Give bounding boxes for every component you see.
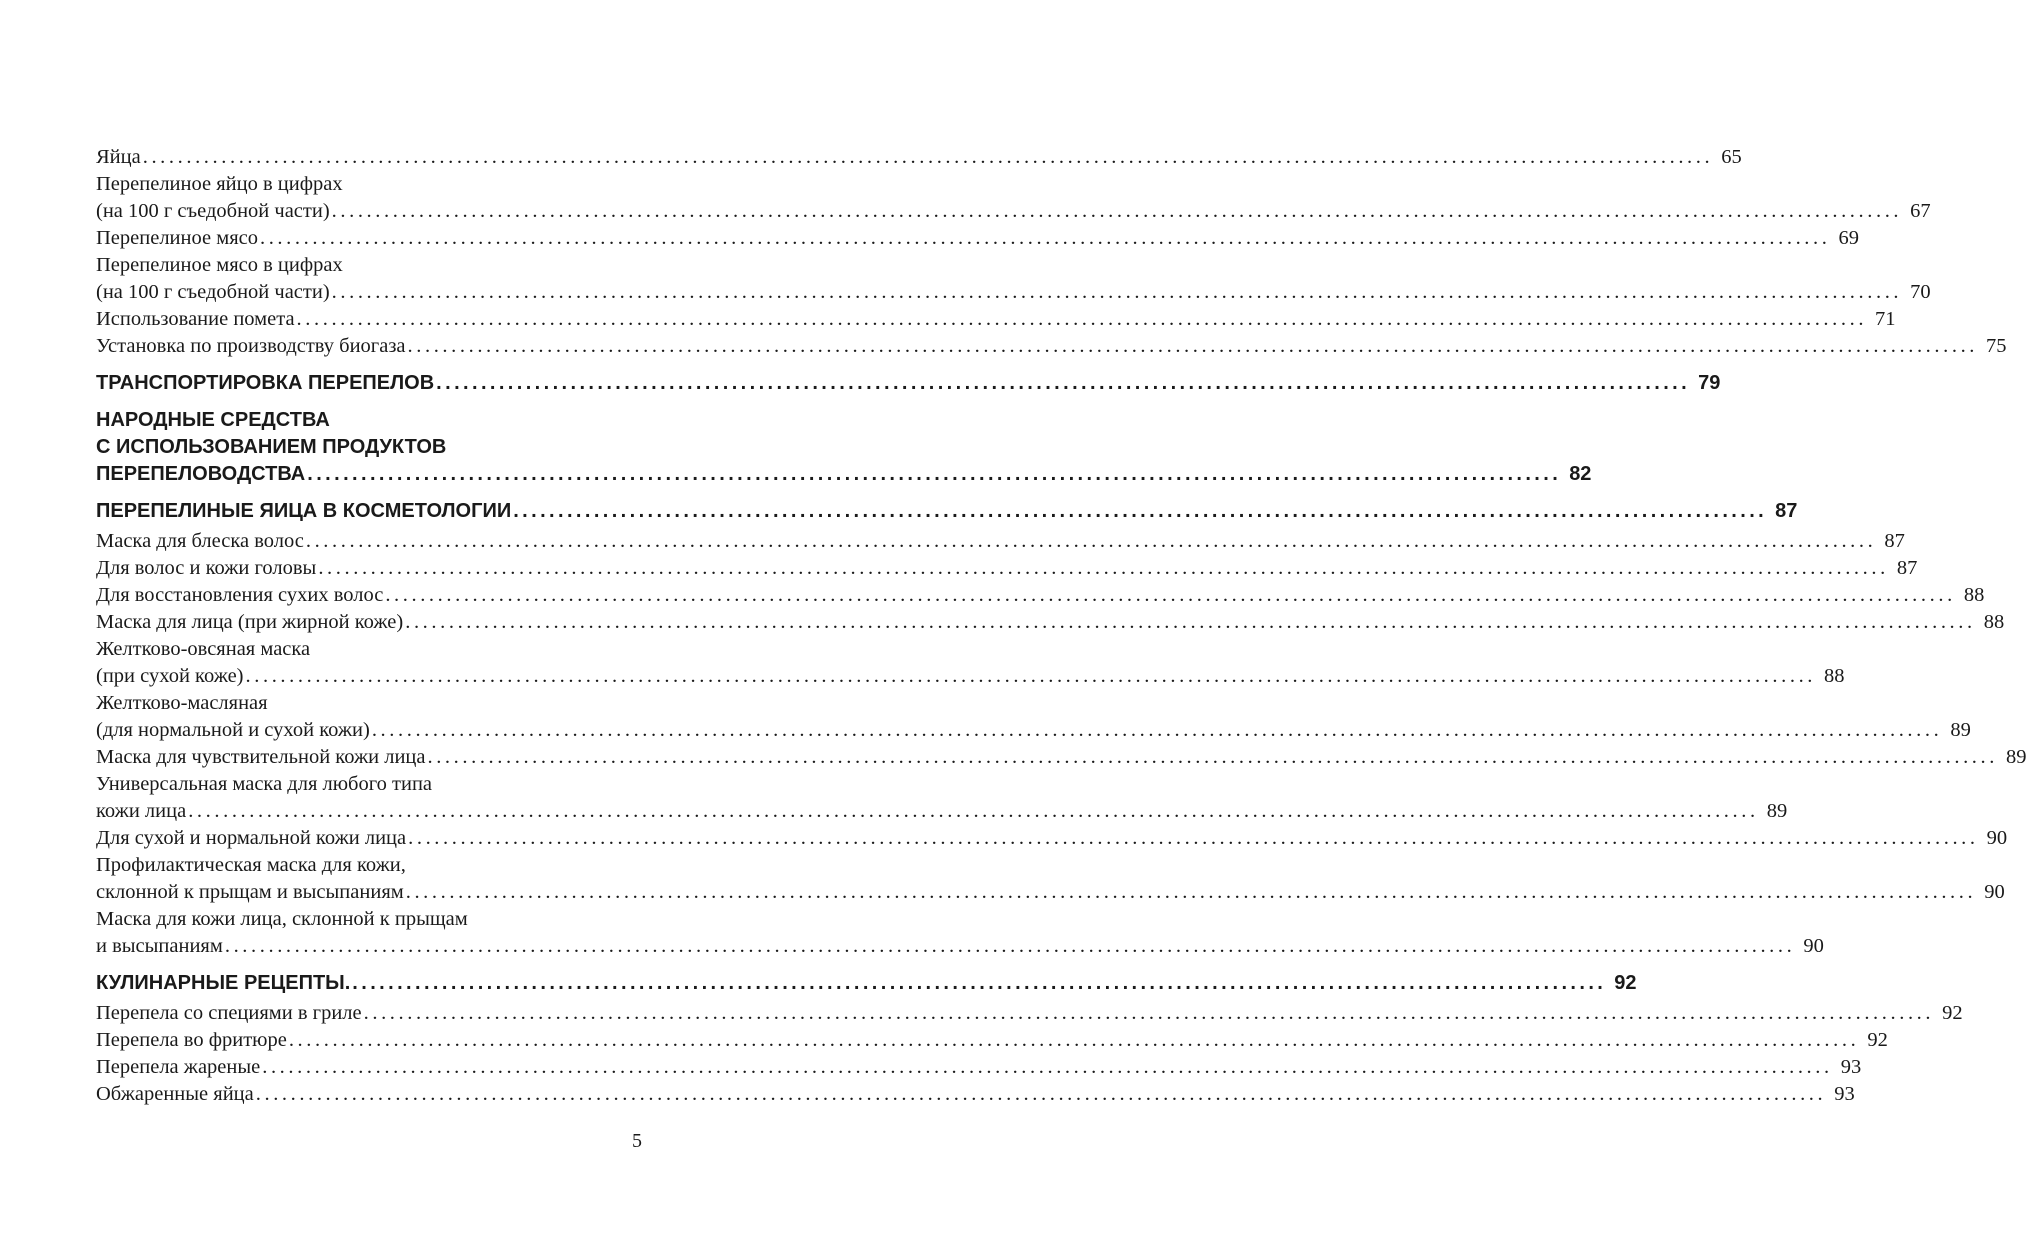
toc-page-number: 65 [1721, 146, 1742, 168]
toc-section-entry [96, 744, 2026, 771]
toc-dot-leader [427, 744, 1998, 771]
toc-entry-title: (на 100 г съедобной части) [96, 200, 330, 222]
toc-entry-title: ПЕРЕПЕЛИНЫЕ ЯИЦА В КОСМЕТОЛОГИИ [96, 500, 512, 522]
toc-entry-title: (для нормальной и сухой кожи) [96, 719, 370, 741]
toc-section-entry [96, 171, 642, 198]
toc-section-entry [96, 1027, 1888, 1054]
toc-dot-leader [143, 144, 1714, 171]
toc-section-entry [96, 825, 2008, 852]
toc-dot-leader [332, 279, 1903, 306]
toc-section-entry [96, 663, 1845, 690]
toc-section-entry [96, 879, 2005, 906]
toc-section-entry [96, 771, 642, 798]
toc-section-entry [96, 852, 642, 879]
toc-entry-title: Для восстановления сухих волос [96, 584, 384, 606]
toc-section-entry [96, 1081, 1855, 1108]
toc-page-number: 89 [1766, 800, 1788, 822]
toc-page-number: 82 [1569, 463, 1592, 485]
toc-dot-leader [385, 582, 1956, 609]
toc-entry-title: Маска для кожи лица, склонной к прыщам [96, 908, 468, 930]
toc-entry-title: Для сухой и нормальной кожи лица [96, 827, 407, 849]
toc-section-entry [96, 798, 1788, 825]
toc-dot-leader [436, 370, 1690, 397]
toc-dot-leader [188, 798, 1759, 825]
toc-page-number: 69 [1838, 227, 1859, 249]
toc-dot-leader [406, 879, 1977, 906]
toc-dot-leader [513, 498, 1767, 525]
toc-chapter-entry [96, 461, 1592, 488]
toc-page-number: 92 [1614, 972, 1637, 994]
toc-entry-title: (при сухой коже) [96, 665, 244, 687]
toc-page-number: 79 [1698, 372, 1721, 394]
toc-entry-title: Маска для блеска волос [96, 530, 304, 552]
toc-chapter-entry [96, 970, 1637, 997]
toc-page-number: 90 [1803, 935, 1824, 957]
toc-dot-leader [246, 663, 1817, 690]
toc-page-number: 89 [1950, 719, 1971, 741]
toc-page-number: 93 [1834, 1083, 1855, 1105]
toc-entry-title: Маска для чувствительной кожи лица [96, 746, 426, 768]
toc-section-entry [96, 333, 2007, 360]
toc-dot-leader [332, 198, 1903, 225]
toc-entry-title: Перепелиное мясо в цифрах [96, 254, 343, 276]
toc-dot-leader [307, 461, 1561, 488]
toc-chapter-entry [96, 434, 642, 461]
toc-chapter-entry [96, 407, 642, 434]
toc-entry-title: (на 100 г съедобной части) [96, 281, 330, 303]
toc-section-entry [96, 252, 642, 279]
toc-section-entry [96, 609, 2005, 636]
toc-page-number: 87 [1775, 500, 1798, 522]
toc-entry-title: Яйца [96, 146, 141, 168]
toc-entry-title: и высыпаниям [96, 935, 223, 957]
toc-dot-leader [352, 970, 1606, 997]
toc-page-number: 88 [1983, 611, 2005, 633]
toc-section-entry [96, 690, 642, 717]
toc-section-entry [96, 636, 642, 663]
toc-page-number: 92 [1867, 1029, 1888, 1051]
toc-entry-title: Профилактическая маска для кожи, [96, 854, 406, 876]
toc-section-entry [96, 306, 1896, 333]
toc-dot-leader [405, 609, 1976, 636]
toc-entry-title: кожи лица [96, 800, 187, 822]
toc-section-entry [96, 555, 1918, 582]
toc-dot-leader [225, 933, 1796, 960]
toc-page-number: 75 [1986, 335, 2007, 357]
toc-dot-leader [408, 333, 1979, 360]
toc-section-entry [96, 144, 1742, 171]
toc-entry-title: Для волос и кожи головы [96, 557, 317, 579]
toc-chapter-entry [96, 370, 1721, 397]
toc-dot-leader [372, 717, 1943, 744]
toc-entry-title: Установка по производству биогаза [96, 335, 406, 357]
toc-page-number: 90 [1986, 827, 2008, 849]
toc-page-number: 88 [1824, 665, 1845, 687]
toc-section-entry [96, 279, 1931, 306]
toc-section-entry [96, 906, 642, 933]
toc-dot-leader [297, 306, 1868, 333]
toc-entry-title: склонной к прыщам и высыпаниям [96, 881, 404, 903]
toc-page-number: 88 [1963, 584, 1985, 606]
toc-entry-title: С ИСПОЛЬЗОВАНИЕМ ПРОДУКТОВ [96, 436, 447, 458]
toc-page-number: 71 [1875, 308, 1896, 330]
toc-dot-leader [408, 825, 1979, 852]
toc-entry-title: Использование помета [96, 308, 295, 330]
toc-page-number: 67 [1910, 200, 1931, 222]
toc-section-entry [96, 225, 1859, 252]
toc-dot-leader [318, 555, 1889, 582]
toc-section-entry [96, 1000, 1963, 1027]
toc-section-entry [96, 198, 1931, 225]
toc-entry-title: Маска для лица (при жирной коже) [96, 611, 404, 633]
toc-entry-title: ПЕРЕПЕЛОВОДСТВА [96, 463, 306, 485]
toc-entry-title: Желтково-масляная [96, 692, 268, 714]
toc-entry-title: Универсальная маска для любого типа [96, 773, 433, 795]
toc-dot-leader [262, 1054, 1833, 1081]
toc-page-number: 87 [1884, 530, 1905, 552]
toc-page-number: 70 [1910, 281, 1931, 303]
toc-section-entry [96, 528, 1905, 555]
toc-entry-title: ТРАНСПОРТИРОВКА ПЕРЕПЕЛОВ [96, 372, 435, 394]
toc-page-number: 93 [1840, 1056, 1862, 1078]
toc-entry-title: Перепела со специями в гриле [96, 1002, 362, 1024]
toc-dot-leader [260, 225, 1831, 252]
toc-entry-title: НАРОДНЫЕ СРЕДСТВА [96, 409, 330, 431]
toc-section-entry [96, 1054, 1862, 1081]
table-of-contents [96, 144, 2026, 1108]
toc-page-number: 90 [1984, 881, 2005, 903]
toc-entry-title: Перепелиное яйцо в цифрах [96, 173, 343, 195]
page-number: 5 [632, 1130, 642, 1152]
toc-page-number: 89 [2005, 746, 2026, 768]
toc-dot-leader [306, 528, 1877, 555]
toc-page-number: 87 [1896, 557, 1918, 579]
toc-dot-leader [256, 1081, 1827, 1108]
toc-dot-leader [289, 1027, 1860, 1054]
toc-page-number: 92 [1942, 1002, 1963, 1024]
toc-chapter-entry [96, 498, 1798, 525]
toc-entry-title: КУЛИНАРНЫЕ РЕЦЕПТЫ. [96, 972, 351, 994]
toc-entry-title: Перепелиное мясо [96, 227, 258, 249]
toc-section-entry [96, 582, 1985, 609]
toc-section-entry [96, 933, 1824, 960]
toc-dot-leader [364, 1000, 1935, 1027]
toc-section-entry [96, 717, 1971, 744]
toc-entry-title: Желтково-овсяная маска [96, 638, 311, 660]
toc-entry-title: Перепела во фритюре [96, 1029, 287, 1051]
toc-entry-title: Обжаренные яйца [96, 1083, 254, 1105]
toc-entry-title: Перепела жареные [96, 1056, 261, 1078]
